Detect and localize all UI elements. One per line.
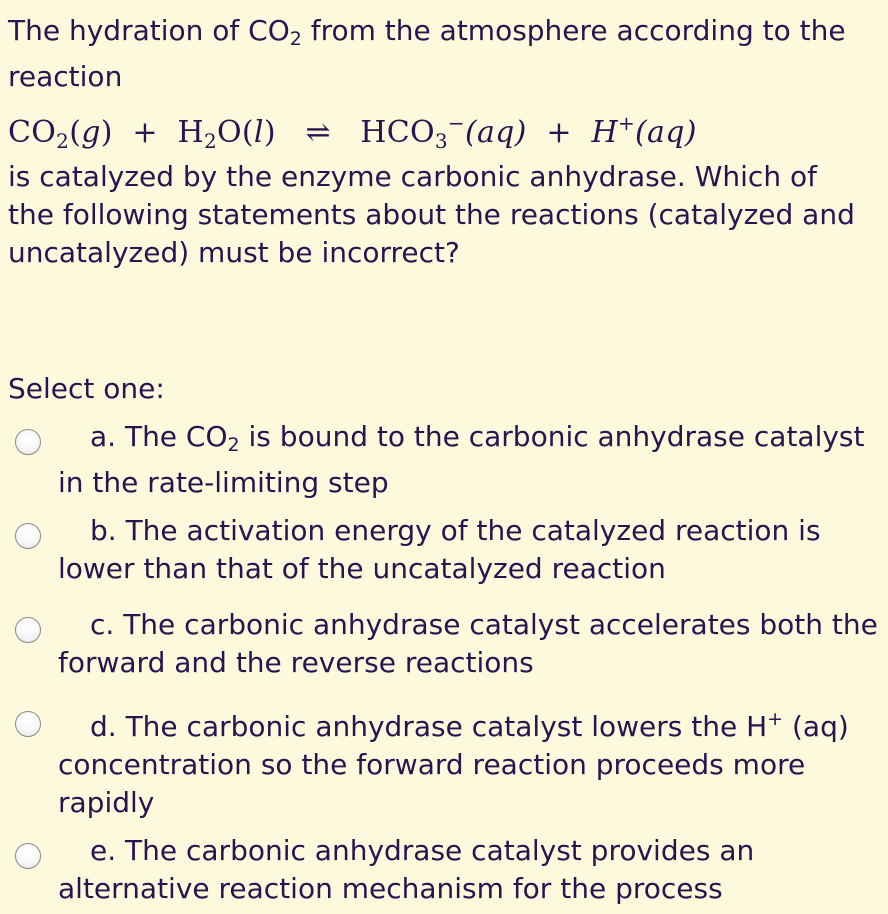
eq-subscript: 3 bbox=[434, 129, 448, 153]
eq-part: (aq) + H bbox=[464, 115, 618, 150]
reaction-equation bbox=[8, 103, 697, 161]
option-d-text-rest: (aq) concentration so the forward reaction proceeds more rapidly bbox=[58, 710, 849, 819]
eq-part: CO bbox=[8, 115, 57, 150]
eq-part: g bbox=[81, 115, 101, 150]
option-a-subscript: 2 bbox=[227, 434, 240, 456]
question-intro-text-a: The hydration of CO bbox=[8, 14, 290, 47]
radio-option-d[interactable] bbox=[15, 711, 41, 737]
eq-subscript: 2 bbox=[203, 129, 217, 153]
select-one-label: Select one: bbox=[8, 372, 165, 405]
option-e-label[interactable]: e. The carbonic anhydrase catalyst provides an alternative reaction mechanism for the process bbox=[58, 834, 755, 905]
eq-part: ) ⇌ HCO bbox=[263, 115, 435, 150]
option-d-label[interactable] bbox=[58, 700, 884, 822]
option-a-text: a. The CO bbox=[90, 420, 228, 453]
option-b-label[interactable]: b. The activation energy of the catalyzed reaction is lower than that of the uncatalyzed reaction bbox=[58, 514, 821, 585]
option-a-label[interactable] bbox=[58, 418, 884, 502]
eq-part: ( bbox=[69, 115, 82, 150]
option-a-text-rest: is bound to the carbonic anhydrase catalyst in the rate-limiting step bbox=[58, 420, 865, 499]
question-intro-subscript: 2 bbox=[289, 28, 302, 50]
question-body: is catalyzed by the enzyme carbonic anhydrase. Which of the following statements about the reactions (catalyzed and uncatalyzed) must be incorrect? bbox=[8, 160, 855, 269]
question-intro bbox=[8, 12, 868, 96]
question-intro-text-b: from the atmosphere according to the reaction bbox=[8, 14, 846, 93]
option-d-superscript: + bbox=[767, 708, 784, 730]
eq-superscript: − bbox=[447, 111, 465, 135]
radio-option-e[interactable] bbox=[15, 843, 41, 869]
radio-option-c[interactable] bbox=[15, 617, 41, 643]
eq-superscript: + bbox=[617, 111, 635, 135]
eq-part: l bbox=[253, 115, 264, 150]
eq-subscript: 2 bbox=[56, 129, 70, 153]
eq-part: O( bbox=[217, 115, 254, 150]
option-d-text: d. The carbonic anhydrase catalyst lowers the H bbox=[90, 710, 768, 743]
option-c-label[interactable]: c. The carbonic anhydrase catalyst accelerates both the forward and the reverse reactions bbox=[58, 608, 878, 679]
eq-part: ) + H bbox=[100, 115, 204, 150]
eq-part: (aq) bbox=[635, 115, 697, 150]
radio-option-a[interactable] bbox=[15, 429, 41, 455]
radio-option-b[interactable] bbox=[15, 523, 41, 549]
